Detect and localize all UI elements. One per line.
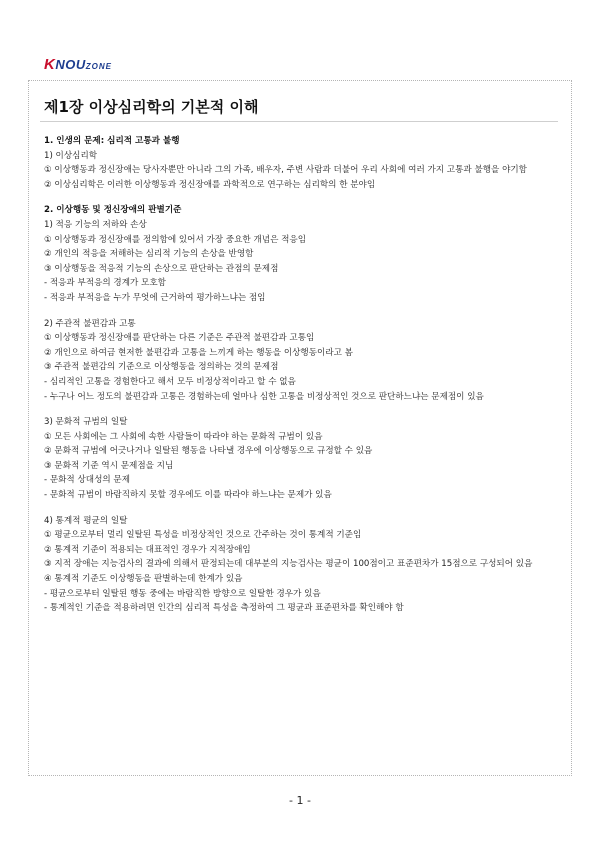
list-item: ② 통계적 기준이 적용되는 대표적인 경우가 지적장애임: [44, 544, 251, 555]
section-heading: 2. 이상행동 및 정신장애의 판별기준: [44, 205, 182, 216]
list-item: - 통계적인 기준을 적용하려면 인간의 심리적 특성을 측정하여 그 평균과 표준편차를 확인해야 함: [44, 603, 404, 614]
spacer: [44, 306, 556, 317]
list-item: - 적응과 부적응을 누가 무엇에 근거하여 평가하느냐는 점임: [44, 292, 266, 303]
subsection-title: 1) 이상심리학: [44, 150, 98, 161]
list-item: ① 이상행동과 정신장애는 당사자뿐만 아니라 그의 가족, 배우자, 주변 사람과 더불어 우리 사회에 여러 가지 고통과 불행을 야기함: [44, 165, 527, 176]
list-item: ③ 문화적 기준 역시 문제점을 지님: [44, 460, 174, 471]
document-body: [44, 134, 556, 616]
title-divider: [40, 121, 558, 122]
list-item: - 적응과 부적응의 경계가 모호함: [44, 278, 166, 289]
logo-letters-zone: ZONE: [85, 62, 112, 71]
subsection-title: 3) 문화적 규범의 일탈: [44, 417, 128, 428]
list-item: ② 이상심리학은 이러한 이상행동과 정신장애를 과학적으로 연구하는 심리학의 한 분야임: [44, 179, 376, 190]
logo-letters-nou: NOU: [55, 57, 86, 72]
subsection-title: 2) 주관적 불편감과 고통: [44, 318, 136, 329]
list-item: ③ 이상행동을 적응적 기능의 손상으로 판단하는 관점의 문제점: [44, 263, 279, 274]
subsection-title: 4) 통계적 평균의 일탈: [44, 515, 128, 526]
list-item: - 누구나 어느 정도의 불편감과 고통은 경험하는데 얼마나 심한 고통을 비정상적인 것으로 판단하느냐는 문제점이 있음: [44, 391, 484, 402]
subsection-title: 1) 적응 기능의 저하와 손상: [44, 219, 147, 230]
list-item: - 문화적 상대성의 문제: [44, 475, 131, 486]
list-item: - 심리적인 고통을 경험한다고 해서 모두 비정상적이라고 할 수 없음: [44, 376, 296, 387]
list-item: ② 개인의 적응을 저해하는 심리적 기능의 손상을 반영함: [44, 249, 254, 260]
page-number: - 1 -: [289, 794, 311, 807]
page-title: 제1장 이상심리학의 기본적 이해: [44, 98, 259, 116]
list-item: ③ 주관적 불편감의 기준으로 이상행동을 정의하는 것의 문제점: [44, 362, 279, 373]
spacer: [44, 404, 556, 415]
spacer: [44, 503, 556, 514]
knouzone-logo: [44, 56, 112, 73]
logo-letter-k: K: [44, 56, 56, 73]
list-item: ② 문화적 규범에 어긋나거나 일탈된 행동을 나타낼 경우에 이상행동으로 규정할 수 있음: [44, 446, 373, 457]
list-item: ③ 지적 장애는 지능검사의 결과에 의해서 판정되는데 대부분의 지능검사는 평균이 100점이고 표준편차가 15점으로 구성되어 있음: [44, 559, 533, 570]
list-item: ① 이상행동과 정신장애를 판단하는 다른 기준은 주관적 불편감과 고통임: [44, 333, 315, 344]
list-item: - 평균으로부터 일탈된 행동 중에는 바람직한 방향으로 일탈한 경우가 있음: [44, 588, 321, 599]
list-item: ① 평균으로부터 멀리 일탈된 특성을 비정상적인 것으로 간주하는 것이 통계적 기준임: [44, 530, 362, 541]
list-item: ① 이상행동과 정신장애를 정의함에 있어서 가장 중요한 개념은 적응임: [44, 234, 307, 245]
section-heading: 1. 인생의 문제: 심리적 고통과 불행: [44, 136, 180, 146]
list-item: ① 모든 사회에는 그 사회에 속한 사람들이 따라야 하는 문화적 규범이 있음: [44, 431, 323, 442]
list-item: ④ 통계적 기준도 이상행동을 판별하는데 한계가 있음: [44, 574, 243, 585]
list-item: ② 개인으로 하여금 현저한 불편감과 고통을 느끼게 하는 행동을 이상행동이라고 봄: [44, 347, 353, 358]
spacer: [44, 192, 556, 203]
list-item: - 문화적 규범이 바람직하지 못할 경우에도 이를 따라야 하느냐는 문제가 있음: [44, 490, 332, 501]
